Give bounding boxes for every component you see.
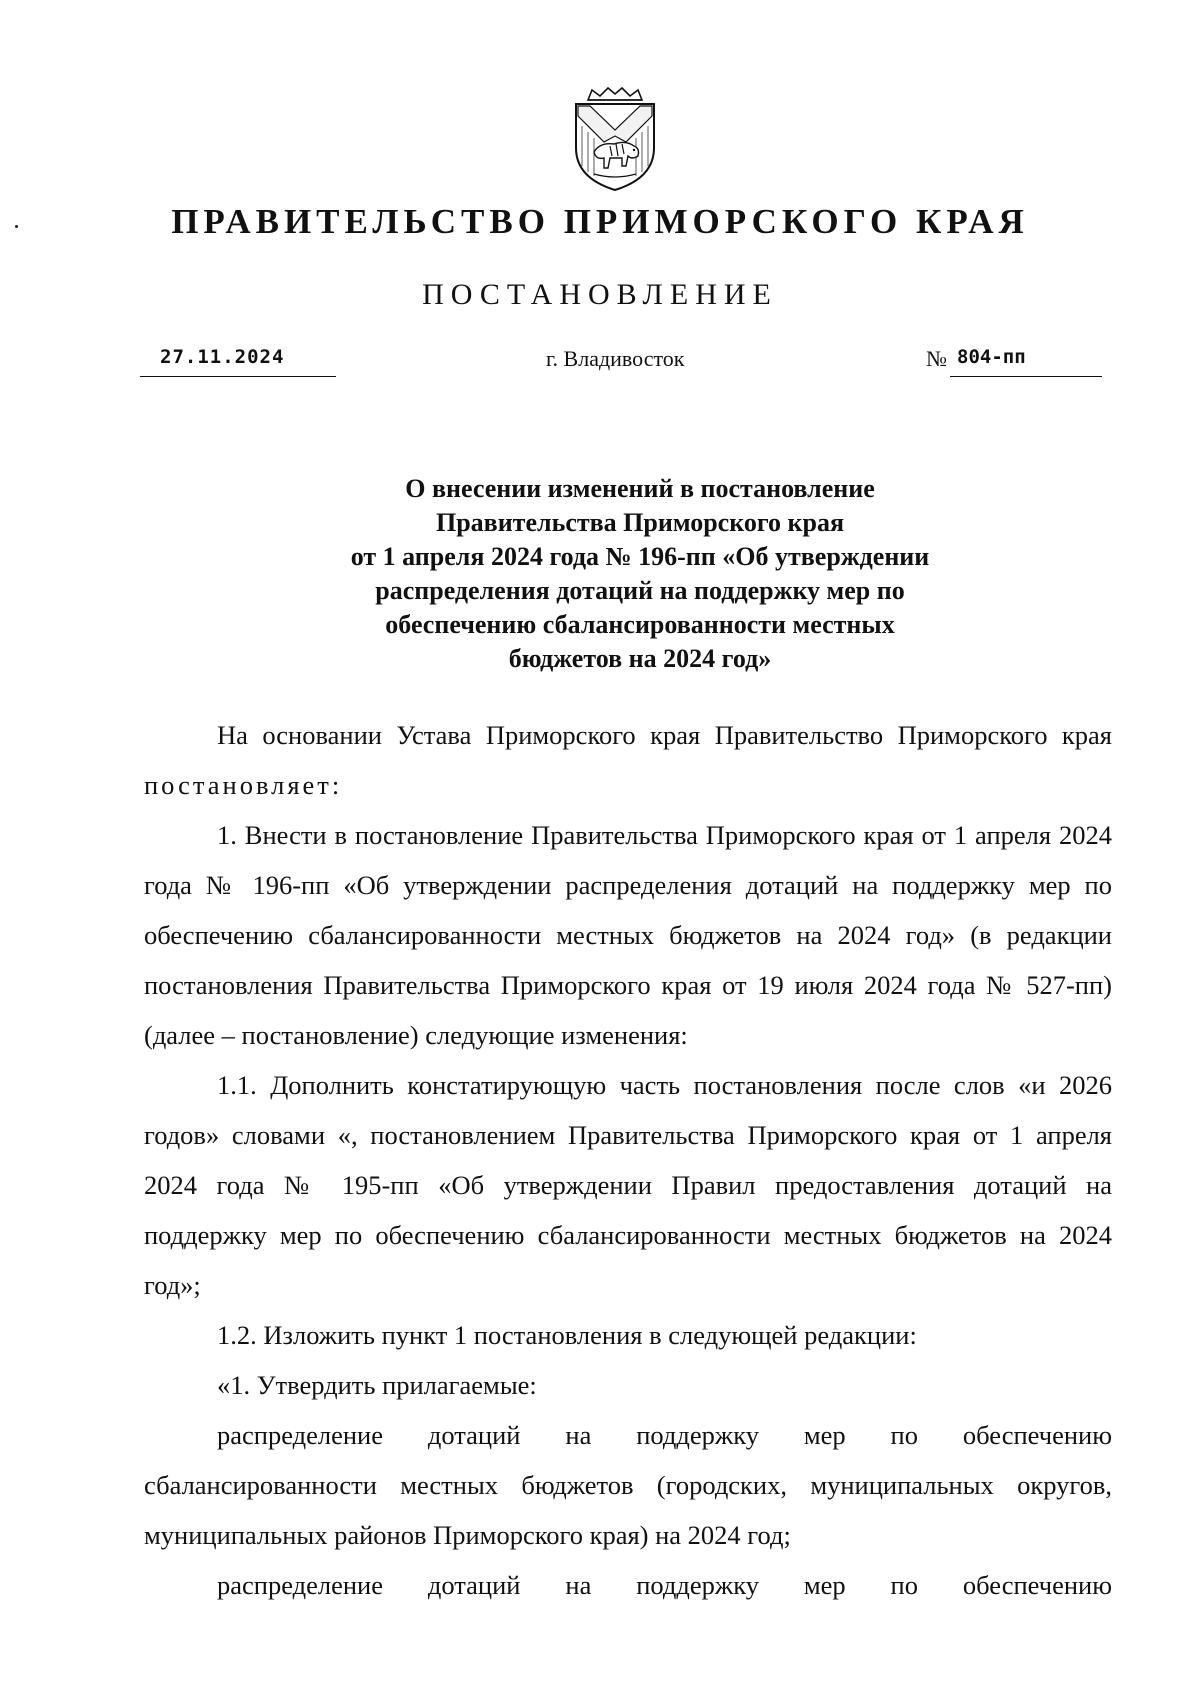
- subject-line: распределения дотаций на поддержку мер по: [375, 576, 905, 605]
- number-label: №: [926, 346, 947, 371]
- document-city: г. Владивосток: [546, 346, 685, 371]
- preamble-paragraph: [144, 710, 1112, 810]
- document-number: 804-пп: [957, 346, 1026, 368]
- subject-line: О внесении изменений в постановление: [405, 474, 875, 503]
- document-meta: [0, 346, 1200, 386]
- preamble-verb: постановляет:: [144, 770, 343, 800]
- item-1-paragraph: 1. Внести в постановление Правительства Приморского края от 1 апреля 2024 года № 196-пп «Об утверждении распределения дотаций на поддержку мер по обеспечению сбалансированности местных бюджетов на 2024 год» (в редакции постановления Правительства Приморского края от 19 июля 2024 года № 527-пп) (далее – постановление) следующие изменения:: [144, 820, 1112, 1050]
- document-subject: [200, 472, 1080, 676]
- item-1-1-paragraph: 1.1. Дополнить констатирующую часть постановления после слов «и 2026 годов» словами «, постановлением Правительства Приморского края от 1 апреля 2024 года № 195-пп «Об утверждении Правил предоставления дотаций на поддержку мер по обеспечению сбалансированности местных бюджетов на 2024 год»;: [144, 1070, 1112, 1300]
- approve-item-2-paragraph: распределение дотаций на поддержку мер по обеспечению: [217, 1570, 1112, 1600]
- subject-line: Правительства Приморского края: [435, 508, 845, 537]
- item-1-2-paragraph: 1.2. Изложить пункт 1 постановления в следующей редакции:: [217, 1320, 917, 1350]
- preamble-text: На основании Устава Приморского края Правительство Приморского края: [217, 720, 1112, 750]
- subject-line: бюджетов на 2024 год»: [508, 644, 772, 673]
- quote-start-paragraph: «1. Утвердить прилагаемые:: [217, 1370, 537, 1400]
- government-title: ПРАВИТЕЛЬСТВО ПРИМОРСКОГО КРАЯ: [171, 202, 1029, 241]
- document-date: 27.11.2024: [160, 346, 285, 368]
- subject-line: обеспечению сбалансированности местных: [385, 610, 895, 639]
- subject-line: от 1 апреля 2024 года № 196-пп «Об утверждении: [350, 542, 930, 571]
- number-field: [950, 346, 1102, 377]
- document-type: ПОСТАНОВЛЕНИЕ: [422, 278, 778, 311]
- date-field: [140, 346, 336, 377]
- primorsky-coat-of-arms-icon: [570, 86, 660, 194]
- document-body: [144, 710, 1112, 1610]
- approve-item-1-paragraph: распределение дотаций на поддержку мер по обеспечению сбалансированности местных бюджетов (городских, муниципальных округов, муниципальных районов Приморского края) на 2024 год;: [144, 1420, 1112, 1550]
